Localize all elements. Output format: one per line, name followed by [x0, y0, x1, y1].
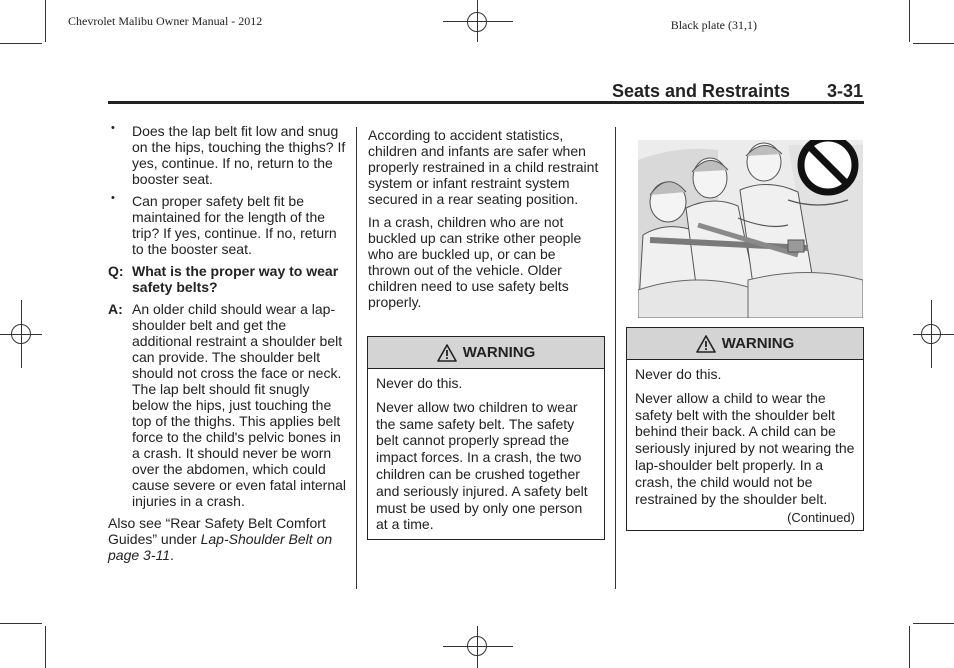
warning-body: [627, 360, 863, 533]
column-divider: [356, 127, 357, 589]
crop-mark: [913, 623, 954, 624]
answer-label: A:: [108, 301, 123, 317]
section-rule: [108, 101, 864, 104]
section-title: Seats and Restraints: [612, 81, 791, 101]
see-also: Also see “Rear Safety Belt Comfort Guides” under Lap-Shoulder Belt on page 3-11.: [108, 515, 333, 563]
warning-box: [626, 327, 864, 531]
registration-mark: [443, 646, 513, 647]
warning-header: [627, 328, 863, 360]
question-label: Q:: [108, 263, 124, 279]
warning-title: WARNING: [721, 335, 795, 352]
crop-mark: [913, 43, 954, 44]
column-left: [108, 123, 346, 570]
crop-mark: [0, 623, 42, 624]
warning-text: Never allow a child to wear the safety belt with the shoulder belt behind their back. A child can be seriously injured by not wearing the lap-shoulder belt properly. In a crash, the child would not be restrained by the shoulder belt.: [635, 389, 855, 507]
warning-triangle-icon: [696, 335, 716, 353]
crop-mark: [45, 0, 46, 42]
answer: [108, 301, 346, 509]
registration-mark: [477, 0, 478, 42]
warning-body: [368, 369, 604, 546]
bullet-item: • Does the lap belt fit low and snug on the hips, touching the thighs? If yes, continue. If no, return to the booster seat.: [111, 122, 346, 187]
cross-reference-link[interactable]: Lap-Shoulder Belt on page 3-11: [108, 531, 333, 563]
answer-text: An older child should wear a lap-shoulder belt and get the additional restraint a shoulder belt can provide. The shoulder belt should not cross the face or neck. The lap belt should fit snugly below the hips, just touching the top of the thighs. This applies belt force to the child's pelvic bones in a crash. It should never be worn over the abdomen, which could cause severe or even fatal internal injuries in a crash.: [132, 301, 347, 509]
column-middle: [368, 127, 600, 317]
warning-triangle-icon: [437, 344, 457, 362]
paragraph: In a crash, children who are not buckled up can strike other people who are buckled up, or can be thrown out of the vehicle. Older children need to use safety belts properly.: [368, 214, 582, 310]
crop-mark: [45, 626, 46, 668]
warning-text: Never allow two children to wear the same safety belt. The safety belt cannot properly spread the impact forces. In a crash, the two children can be crushed together and seriously injured. A safety belt must be used by only one person at a time.: [376, 398, 588, 533]
continued-label: (Continued): [787, 510, 855, 526]
bullet-item: • Can proper safety belt fit be maintained for the length of the trip? If yes, continue. If no, return to the booster seat.: [111, 192, 337, 257]
question-text: What is the proper way to wear safety belts?: [132, 263, 339, 295]
children-belt-illustration: [638, 140, 863, 318]
prohibited-icon: [801, 140, 855, 192]
bullet-icon: •: [111, 192, 115, 204]
registration-mark: [913, 334, 954, 335]
plate-label: Black plate (31,1): [670, 18, 757, 32]
crop-mark: [0, 43, 42, 44]
warning-text: Never do this.: [376, 375, 463, 391]
paragraph: According to accident statistics, children and infants are safer when properly restrained in a child restraint system or infant restraint system secured in a rear seating position.: [368, 127, 599, 207]
page-number: 3-31: [827, 81, 864, 101]
illustration-incorrect-belt-use: [638, 140, 863, 318]
warning-header: [368, 337, 604, 369]
registration-mark: [477, 626, 478, 668]
registration-mark: [21, 300, 22, 368]
warning-text: Never do this.: [635, 366, 722, 382]
question: [108, 263, 346, 295]
manual-title: Chevrolet Malibu Owner Manual - 2012: [68, 14, 263, 28]
registration-mark: [931, 300, 932, 368]
crop-mark: [909, 0, 910, 42]
warning-title: WARNING: [462, 344, 536, 361]
bullet-icon: •: [111, 122, 115, 134]
registration-mark: [443, 21, 513, 22]
column-divider: [615, 127, 616, 589]
crop-mark: [909, 626, 910, 668]
warning-box: [367, 336, 605, 540]
